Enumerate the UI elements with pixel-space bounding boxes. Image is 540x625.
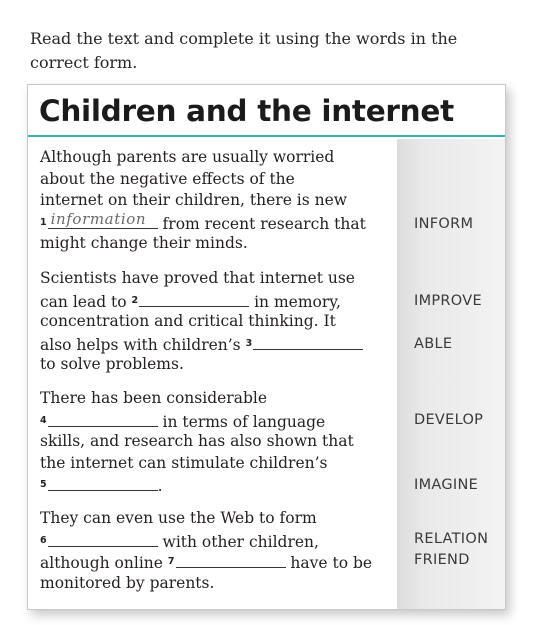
text-line: Although parents are usually worried [40,148,335,166]
text-fragment: . [157,477,163,495]
text-line: monitored by parents. [40,573,215,592]
gap-4-blank[interactable] [48,412,158,427]
keyword-develop: DEVELOP [414,412,484,428]
text-line: to solve problems. [40,355,184,373]
card-title: Children and the internet [28,85,505,137]
text-line: about the negative effects of the [40,169,295,188]
text-line: There has been considerable [40,389,267,407]
keyword-imagine: IMAGINE [414,477,479,493]
text-line [40,290,395,314]
gap-number: 6 [40,534,47,546]
gap-6-blank[interactable] [48,532,158,547]
gap-5-blank[interactable] [48,476,158,491]
text-line [40,410,395,434]
text-fragment: have to be [285,554,373,572]
keyword-inform: INFORM [414,216,474,232]
text-line [40,333,395,357]
keyword-able: ABLE [414,336,453,352]
text-line: concentration and critical thinking. It [40,312,336,330]
text-line: might change their minds. [40,234,248,252]
gap-3-blank[interactable] [253,335,363,350]
gap-number: 7 [167,556,175,567]
text-fragment: from recent research that [157,214,366,233]
keyword-improve: IMPROVE [414,293,482,309]
gap-7-blank[interactable] [176,553,286,568]
text-fragment: although online [40,554,168,572]
text-fragment: in memory, [249,292,341,311]
instructions: Read the text and complete it using the words in the correct form. [30,29,458,72]
keyword-friend: FRIEND [414,552,470,568]
gap-number: 3 [245,337,253,349]
text-fragment: in terms of language [157,412,326,431]
gap-number: 5 [40,479,47,490]
gap-1-answer: information [50,210,147,228]
text-line [40,474,395,498]
text-fragment: with other children, [157,532,319,551]
text-line [40,212,395,236]
text-line: They can even use the Web to form [40,509,317,527]
text-line: the internet can stimulate children’s [40,453,328,472]
gap-number: 1 [40,216,47,228]
text-line: Scientists have proved that internet use [40,269,355,287]
text-line [40,551,395,575]
text-line: internet on their children, there is new [40,191,348,209]
keyword-relation: RELATION [414,531,489,547]
gap-number: 2 [131,294,139,306]
text-line [40,530,395,554]
gap-number: 4 [40,414,47,426]
text-fragment: also helps with children’s [40,335,246,354]
text-line: skills, and research has also shown that [40,432,354,450]
exercise-card [27,84,506,610]
gap-2-blank[interactable] [139,292,249,307]
gap-1-answered[interactable] [48,210,158,229]
text-fragment: can lead to [40,292,132,311]
